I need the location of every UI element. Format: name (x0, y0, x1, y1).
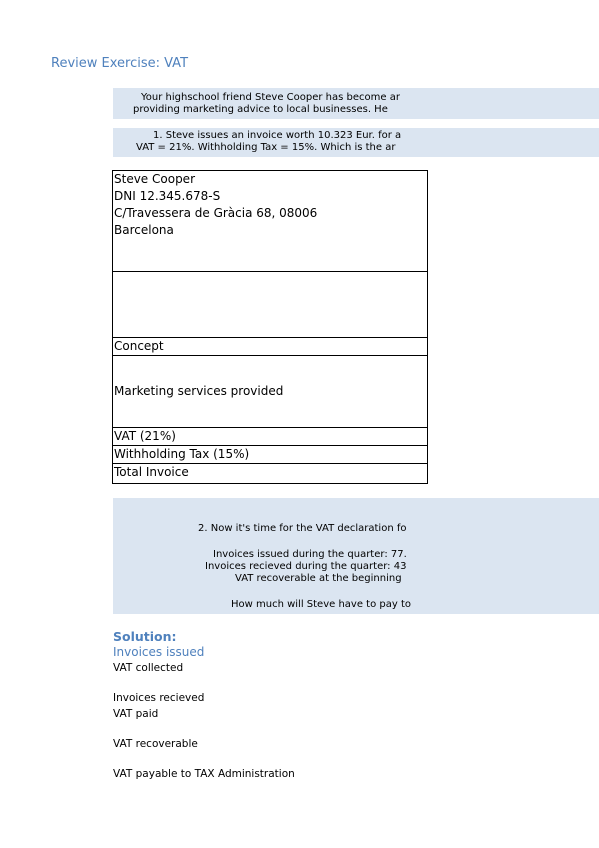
question-2-line-3: Invoices recieved during the quarter: 43 (205, 561, 407, 572)
question-1-line-2: VAT = 21%. Withholding Tax = 15%. Which is the ar (136, 142, 396, 153)
invoice-withholding-row (113, 446, 427, 464)
withholding-label: Withholding Tax (15%) (114, 447, 250, 461)
question-1-line-1: 1. Steve issues an invoice worth 10.323 Eur. for a (153, 130, 402, 141)
issuer-city: Barcelona (114, 223, 174, 237)
solution-vat-payable: VAT payable to TAX Administration (113, 768, 295, 780)
intro-box (113, 88, 599, 119)
intro-line-1: Your highschool friend Steve Cooper has become ar (141, 92, 400, 103)
invoice-issuer-cell (113, 171, 427, 272)
concept-text: Marketing services provided (114, 384, 284, 398)
invoice-recipient-cell (113, 272, 427, 338)
question-2-box (113, 498, 599, 614)
solution-vat-paid: VAT paid (113, 708, 159, 720)
question-2-line-4: VAT recoverable at the beginning (235, 573, 402, 584)
question-2-line-2: Invoices issued during the quarter: 77. (213, 549, 407, 560)
vat-label: VAT (21%) (114, 429, 176, 443)
solution-heading: Solution: (113, 629, 177, 644)
invoice-concept-cell (113, 356, 427, 428)
concept-label: Concept (114, 339, 164, 353)
solution-invoices-issued: Invoices issued (113, 645, 205, 659)
solution-vat-recoverable: VAT recoverable (113, 738, 198, 750)
issuer-address: C/Travessera de Gràcia 68, 08006 (114, 206, 318, 220)
page-title: Review Exercise: VAT (51, 56, 189, 71)
total-label: Total Invoice (114, 465, 189, 479)
solution-invoices-received: Invoices recieved (113, 692, 205, 704)
intro-line-2: providing marketing advice to local businesses. He (133, 104, 388, 115)
invoice-template (112, 170, 428, 484)
question-1-box (113, 128, 599, 157)
invoice-vat-row (113, 428, 427, 446)
issuer-name: Steve Cooper (114, 172, 195, 186)
issuer-dni: DNI 12.345.678-S (114, 189, 221, 203)
question-2-line-1: 2. Now it's time for the VAT declaration fo (198, 523, 407, 534)
question-2-line-5: How much will Steve have to pay to (231, 599, 411, 610)
invoice-total-row (113, 464, 427, 482)
invoice-concept-header (113, 338, 427, 356)
solution-vat-collected: VAT collected (113, 662, 184, 674)
